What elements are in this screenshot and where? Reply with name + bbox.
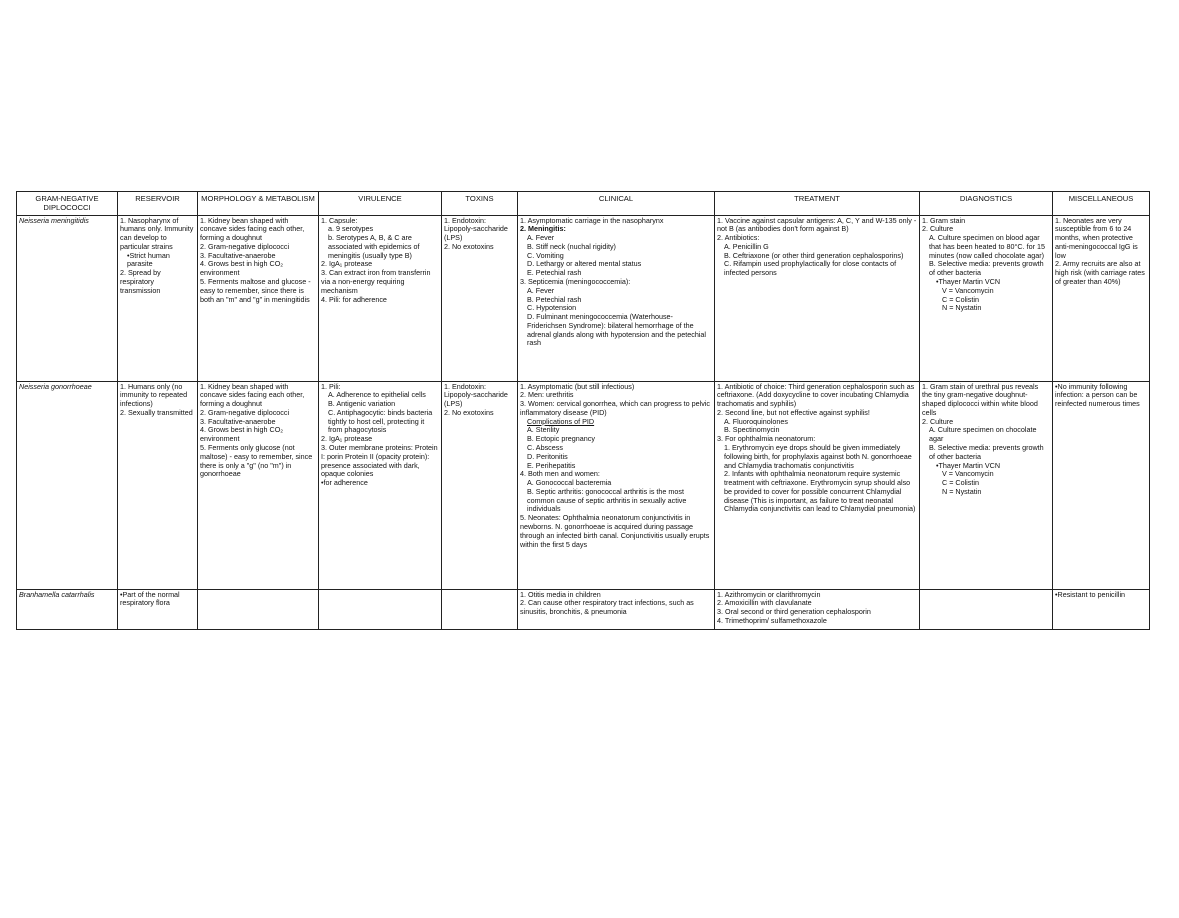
list-item: 2. Can cause other respiratory tract infections, such as sinusitis, bronchitis, & pneumonia — [520, 598, 694, 617]
list-item: A. Sterility — [527, 425, 560, 435]
list-item: A. Penicillin G — [724, 241, 769, 251]
list-item: 2. Meningitis: — [520, 224, 566, 234]
list-item: D. Lethargy or altered mental status — [527, 259, 642, 269]
list-item: A. Fluoroquinolones — [724, 416, 788, 426]
list-item: B. Ceftriaxone (or other third generation cephalosporins) — [724, 250, 904, 260]
header-morphology: MORPHOLOGY & METABOLISM — [198, 192, 319, 216]
header-toxins: TOXINS — [442, 192, 518, 216]
morphology-cell — [198, 381, 319, 589]
clinical-cell — [518, 215, 715, 381]
list-item: 4. Grows best in high CO₂ environment — [200, 425, 284, 444]
morphology-cell — [198, 215, 319, 381]
list-item: 1. Gram stain — [922, 215, 966, 225]
list-item: 1. Antibiotic of choice: Third generation cephalosporin such as ceftriaxone. (Add doxycycline to cover incubating Chlamydia trachomatis and syphilis) — [717, 381, 915, 409]
list-item: 2. Men: urethritis — [520, 390, 574, 400]
header-virulence: VIRULENCE — [319, 192, 442, 216]
list-item: b. Serotypes A, B, & C are associated with epidemics of meningitis (usually type B) — [328, 233, 420, 260]
list-item: •for adherence — [321, 478, 368, 488]
list-item: 1. Asymptomatic carriage in the nasopharynx — [520, 215, 664, 225]
treatment-cell — [715, 215, 920, 381]
list-item: V = Vancomycin — [942, 469, 994, 479]
list-item: V = Vancomycin — [942, 285, 994, 295]
organism-name: Neisseria gonorrhoeae — [17, 381, 118, 589]
list-item: D. Peritonitis — [527, 451, 568, 461]
list-item: C. Rifampin used prophylactically for close contacts of infected persons — [724, 259, 897, 278]
list-item: 5. Neonates: Ophthalmia neonatorum conjunctivitis in newborns. N. gonorrhoeae is acquired during passage through an infected birth canal. Conjunctivitis usually erupts within the first 5 days — [520, 513, 710, 549]
list-item: A. Gonococcal bacteremia — [527, 478, 612, 488]
reservoir-cell — [118, 589, 198, 629]
list-item: •Resistant to penicillin — [1055, 589, 1126, 599]
virulence-cell — [319, 215, 442, 381]
list-item: E. Petechial rash — [527, 268, 582, 278]
list-item: •Strict human parasite — [127, 250, 170, 269]
list-item: 2. IgA₁ protease — [321, 434, 373, 444]
list-item: Complications of PID — [527, 416, 595, 426]
list-item: 1. Capsule: — [321, 215, 358, 225]
list-item: 2. Infants with ophthalmia neonatorum require systemic treatment with ceftriaxone. Erythromycin syrup should also be provided to cover for possible concurrent Chlamydial disease (This is important, as failure to treat neonatal Chlamydia conjunctivitis can lead to Chlamydial pneumonia) — [724, 469, 916, 514]
list-item: 2. No exotoxins — [444, 241, 494, 251]
list-item: A. Fever — [527, 233, 555, 243]
list-item: B. Stiff neck (nuchal rigidity) — [527, 241, 616, 251]
list-item: 1. Humans only (no immunity to repeated infections) — [120, 381, 188, 409]
list-item: A. Culture specimen on blood agar that has been heated to 80°C. for 15 minutes (now called chocolate agar) — [929, 233, 1045, 260]
table-row-gonorrhoeae — [17, 381, 1150, 589]
list-item: B. Selective media: prevents growth of other bacteria — [929, 442, 1044, 461]
virulence-cell — [319, 381, 442, 589]
list-item: •Thayer Martin VCN — [936, 276, 1001, 286]
list-item: 3. Oral second or third generation cephalosporin — [717, 607, 871, 617]
clinical-cell — [518, 589, 715, 629]
list-item: C = Colistin — [942, 294, 979, 304]
table-row-meningitidis — [17, 215, 1150, 381]
list-item: 2. Gram-negative diplococci — [200, 241, 290, 251]
list-item: 1. Kidney bean shaped with concave sides facing each other, forming a doughnut — [200, 381, 305, 409]
list-item: 1. Azithromycin or clarithromycin — [717, 589, 821, 599]
list-item: 2. No exotoxins — [444, 407, 494, 417]
list-item: B. Spectinomycin — [724, 425, 780, 435]
list-item: D. Fulminant meningococcemia (Waterhouse-Friderichsen Syndrome): bilateral hemorrhage of the adrenal glands along with hypotension and the petechial rash — [527, 312, 707, 348]
list-item: 2. Antibiotics: — [717, 233, 760, 243]
list-item: 2. Culture — [922, 416, 954, 426]
list-item: 1. Asymptomatic (but still infectious) — [520, 381, 635, 391]
toxins-cell — [442, 589, 518, 629]
list-item: 2. Culture — [922, 224, 954, 234]
list-item: 4. Both men and women: — [520, 469, 600, 479]
diagnostics-cell — [920, 215, 1053, 381]
list-item: 1. Gram stain of urethral pus reveals the tiny gram-negative doughnut-shaped diplococci within white blood cells — [922, 381, 1039, 417]
header-organism: GRAM-NEGATIVE DIPLOCOCCI — [17, 192, 118, 216]
organism-name: Neisseria meningitidis — [17, 215, 118, 381]
list-item: 3. Facultative-anaerobe — [200, 250, 276, 260]
misc-cell — [1053, 215, 1150, 381]
list-item: 4. Pili: for adherence — [321, 294, 387, 304]
list-item: 2. Amoxicillin with clavulanate — [717, 598, 812, 608]
list-item: 1. Erythromycin eye drops should be given immediately following birth, for prophylaxis against both N. gonorrhoeae and Chlamydia trachomatis conjunctivitis — [724, 442, 912, 470]
list-item: 3. Septicemia (meningococcemia): — [520, 276, 631, 286]
list-item: •Thayer Martin VCN — [936, 460, 1001, 470]
list-item: 4. Grows best in high CO₂ environment — [200, 259, 284, 278]
morphology-cell — [198, 589, 319, 629]
list-item: C. Vomiting — [527, 250, 564, 260]
list-item: C. Abscess — [527, 442, 563, 452]
list-item: B. Ectopic pregnancy — [527, 434, 595, 444]
clinical-cell — [518, 381, 715, 589]
list-item: 3. Outer membrane proteins: Protein I: porin Protein II (opacity protein): presence associated with dark, opaque colonies — [321, 442, 438, 479]
list-item: A. Culture specimen on chocolate agar — [929, 425, 1037, 444]
header-reservoir: RESERVOIR — [118, 192, 198, 216]
list-item: 3. Facultative-anaerobe — [200, 416, 276, 426]
list-item: N = Nystatin — [942, 486, 982, 496]
list-item: 2. Gram-negative diplococci — [200, 407, 290, 417]
list-item: a. 9 serotypes — [328, 224, 374, 234]
header-clinical: CLINICAL — [518, 192, 715, 216]
list-item: B. Selective media: prevents growth of other bacteria — [929, 259, 1044, 278]
reference-table-sheet — [16, 191, 1149, 630]
list-item: B. Septic arthritis: gonococcal arthritis is the most common cause of septic arthritis in sexually active individuals — [527, 486, 687, 514]
list-item: B. Petechial rash — [527, 294, 582, 304]
list-item: 3. For ophthalmia neonatorum: — [717, 434, 816, 444]
list-item: 4. Trimethoprim/ sulfamethoxazole — [717, 615, 827, 625]
diagnostics-cell — [920, 589, 1053, 629]
list-item: 5. Ferments maltose and glucose - easy to remember, since there is both an "m" and "g" in meningitidis — [200, 276, 311, 304]
list-item: C. Hypotension — [527, 303, 577, 313]
list-item: 1. Endotoxin: Lipopoly-saccharide (LPS) — [444, 215, 508, 243]
list-item: 1. Endotoxin: Lipopoly-saccharide (LPS) — [444, 381, 508, 409]
table-row-catarrhalis — [17, 589, 1150, 629]
list-item: C. Antiphagocytic: binds bacteria tightly to host cell, protecting it from phagocytosis — [328, 407, 433, 435]
header-row — [17, 192, 1150, 216]
list-item: •No immunity following infection: a person can be reinfected numerous times — [1055, 381, 1140, 409]
list-item: 2. Spread by respiratory transmission — [120, 268, 161, 295]
reservoir-cell — [118, 381, 198, 589]
organism-name: Branhamella catarrhalis — [17, 589, 118, 629]
list-item: •Part of the normal respiratory flora — [120, 589, 180, 608]
list-item: 1. Vaccine against capsular antigens: A, C, Y and W-135 only -not B (as antibodies don't form against B) — [717, 215, 917, 234]
list-item: 1. Otitis media in children — [520, 589, 601, 599]
list-item: 1. Neonates are very susceptible from 6 to 24 months, when protective anti-meningococcal IgG is low — [1055, 215, 1138, 260]
list-item: A. Adherence to epithelial cells — [328, 390, 426, 400]
list-item: A. Fever — [527, 285, 555, 295]
misc-cell — [1053, 589, 1150, 629]
list-item: 3. Can extract iron from transferrin via a non-energy requiring mechanism — [321, 268, 431, 295]
list-item: 2. Sexually transmitted — [120, 407, 193, 417]
header-miscellaneous: MISCELLANEOUS — [1053, 192, 1150, 216]
list-item: N = Nystatin — [942, 303, 982, 313]
header-treatment: TREATMENT — [715, 192, 920, 216]
misc-cell — [1053, 381, 1150, 589]
treatment-cell — [715, 589, 920, 629]
gram-negative-diplococci-table — [16, 191, 1150, 630]
list-item: 1. Pili: — [321, 381, 341, 391]
list-item: C = Colistin — [942, 478, 979, 488]
list-item: B. Antigenic variation — [328, 399, 396, 409]
toxins-cell — [442, 215, 518, 381]
list-item: 2. IgA₁ protease — [321, 259, 373, 269]
list-item: E. Perihepatitis — [527, 460, 576, 470]
list-item: 3. Women: cervical gonorrhea, which can progress to pelvic inflammatory disease (PID) — [520, 399, 711, 417]
toxins-cell — [442, 381, 518, 589]
list-item: 1. Nasopharynx of humans only. Immunity can develop to particular strains — [120, 215, 194, 251]
diagnostics-cell — [920, 381, 1053, 589]
list-item: 5. Ferments only glucose (not maltose) - easy to remember, since there is only a "g" (no "m") in gonorrhoeae — [200, 442, 313, 479]
header-diagnostics: DIAGNOSTICS — [920, 192, 1053, 216]
list-item: 1. Kidney bean shaped with concave sides facing each other, forming a doughnut — [200, 215, 305, 243]
list-item: 2. Army recruits are also at high risk (with carriage rates of greater than 40%) — [1055, 259, 1145, 286]
list-item: 2. Second line, but not effective against syphilis! — [717, 407, 870, 417]
treatment-cell — [715, 381, 920, 589]
virulence-cell — [319, 589, 442, 629]
reservoir-cell — [118, 215, 198, 381]
